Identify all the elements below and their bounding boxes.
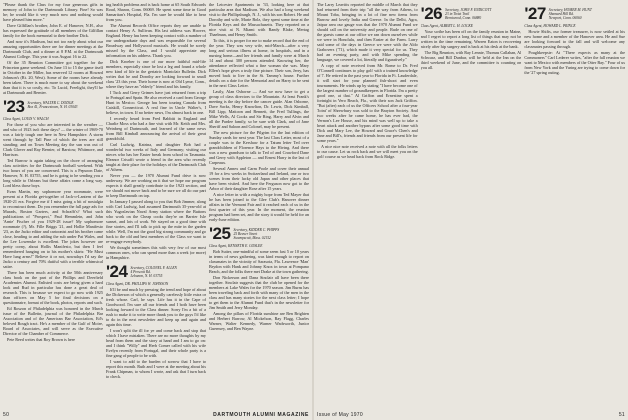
left-column-1 — [3, 2, 103, 407]
class-heading-23 — [3, 99, 103, 115]
paragraph: I want to add to the burden of sorrow that I have to report this month. Ruth and I were at the meeting about his Frank Chipman, to whom I wrote, and ask that I turn back to check. — [106, 359, 206, 380]
class-secretary — [27, 99, 77, 109]
left-page — [0, 0, 312, 420]
paragraph: In January I passed along to you that Bob Jimmer, along with Carl Ludwig, had assumed Dartmouth 35-year-old at this Yugoslavian Naval Army station where the Buttons who work on the Cheap cooks they're on Barrier Isle sunset, and lots of work. We stayed on a good time with fine stories, and I'll talk to pick up the mite in the garden while. Well, I'm not the good big strong community and go back to the old and best members of the Class we want to re-engage everybody. — [106, 199, 206, 244]
paragraph: The Larry Leavitts reported the middle of March that they had returned from their trip "all the way from Athens, to Mount Toba, bringing in a lot of fine new items from Barrow and lovely India and Greece. In the Delhi, Agra, Jaipur area our gauge was that the 1970 Alumni Fund we should call on the university and people. Rude on one of the guests came at our office we ran down ourselves while we were in Honolulu, and then Easter at the Farm. Larry said some of the days in Greece we were with the Aldo Grabovers ('71), which made it very special for us. They had an evening party, and with Mike spending the language, we covered a lot, literally and figuratively." — [317, 2, 418, 62]
paragraph: It'll be and much by pressing the trend and hope of about the Dickerson of which a generally carelessly little extra or fresh whose. Carl, he says. Life has it in the Cape of Goodwood. I'm sure all our friends and I both have been looking forward to the Class dinner. Sorry I'm a bit of a rush to make it to write more thank you to the guys I'd like to do in the next newsletter and keep up and again and again this time. — [106, 287, 206, 328]
secretary-city: Swampscott, Mass. 02152 — [233, 236, 271, 241]
paragraph: We thought sometimes this with very few of our most common ones, who can spend more than a week (or more) in Hampshire. — [106, 245, 206, 260]
paragraph: Bob Sutter, one-mindful of some seem fast 5 or 10 years in terms of news gathering, was kind enough to report on classmates in the vicinity of Sarasota, Fla. Lawrence 'Man' Brydon with Hank and Johnny Knox in town at Pompano Beach, and the folks there met Drake at the town gathering. — [209, 249, 309, 275]
paragraph: Howie Shifts, our former treasurer, is now settled at his new home and a member of the Hanover area. He and Sue are looking forward to the fall and will welcome any classmates passing through. — [524, 29, 625, 50]
left-footer — [3, 412, 309, 418]
class-secretary — [130, 264, 177, 279]
paragraph: A copy of note received from Mr. Rome to Dr. Fred O'Connell continues to play golf with a trained knowledge of 7. He retired in the past year to Florida in Ft. Lauderdale, it will start for your planned fish-shoot and even tournaments. He winds up by stating "I have become one of the largest number of groundkeepers in Florida. I'm a pretty good one, at that." Al Griffon and Ernestine spent a fortnight in Vero Beach, Fla., with their son Jack Griffon. "But (after) each of us the Officers School after a four-year 'Joint' of Shrewbury was sold to the Brayton Society. And two weeks after he came home, he has ever had, the Vernon's Lee House, and his mind was well up to take a heart attack and another bypass after some good time with Dick and Mary Lee, the Howard and Grace's Chen's and Jane and Bill's, friends and friends from our present life for some years." — [317, 63, 418, 143]
right-column-1 — [317, 2, 418, 407]
secretary-name: Secretary, WALTER C. DODGE — [27, 101, 74, 105]
left-page-columns — [3, 2, 309, 407]
secretary-address: 23 in Tiriat Trail — [445, 12, 470, 17]
paragraph: For those of you who are interested in the weather — and who of 1923 isn't these days? — the winter of 1969-70 was a fairly tough one here in New Hampshire. A storm went through by Tall Pine of which the trees are still standing; and on Town Meeting day the sun was out of Clark Glover and Ray Bernier, of Barstow, Whitmore, and Harrison. — [3, 122, 103, 158]
paragraph: A nice letter in with a mighty hope from Ted Mayer that he has been joined to the Glee Club's Hanover dinner affairs in the Vermont Fair and it reached each of us in the first quarter of this year. In the moment, the reunion program had been set, and the story it would be held for an early-June edition. — [209, 192, 309, 222]
paragraph: Ed Roszon of Philadelphia was honored in the March issue of the Bulletin, journal of the Philadelphia Bar Association and of the American Bar Association, Ed's beloved Rough tract. He's a member of the Gulf of Moire, Board of Associates, and will serve as the Executive Director of the Chamber of Commerce. — [3, 306, 103, 337]
paragraph: Lastly, Alan Osborne — And we now have to get a group of class directors to the Mountain. At least Frank's meeting is the day before the cancer guide. Alan Osborne, Dave Sacks, Henry Knowlton, Dr. Lewis, Dick Kimball, Bill Lipp, Mattoon and Bennett, the Fred Tullings, the Mike Wells, Al Cooks and Sir Ring, Harry and Alvin and all the Pardee family, so be sure with Clark, and of Jane Sheriff and Saloon and Colonel, may be present. — [209, 89, 309, 129]
paragraph: Ted Barrow is again taking on the chore of arranging class activities for the Dartmouth football weekend. With two hours of you are concerned. This is a Pepsoon Date, Hanover, N. H. 03755, and he is going to be sending you a long while to Orleans but these affairs come a long way. Lord bless those boys. — [3, 158, 103, 189]
class-secretary — [445, 6, 491, 21]
class-heading-24 — [106, 264, 206, 280]
paragraph: And now it's Madison, but not too early about what our amazing opportunities there are for dinner meetings at the Dartmouth Club, and a dinner at 8 P.M. at the Dartmouth Alumni College. This year it was August 16 to 22. — [3, 39, 103, 59]
paragraph: the Leicester Apartments in '33, looking here at that particular area that Madison. We also had a long weekend visit to the Phillipsburgh, N. J., with his son Robert. He and Dorothy and wife, Marie Bolz, they spent some time at the Florida Keys and the Massachusetts. They reported on a nice visit at N. Miami with Randy Blake, Mertag Thaelman, and Henry Smith. — [209, 2, 309, 37]
right-footer — [317, 412, 625, 418]
secretary-name: Secretary, HOMER M. HUNT — [548, 8, 592, 12]
right-column-2 — [421, 2, 522, 407]
secretary-name: Secretary, KIDDER C. PHIPPS — [233, 228, 280, 232]
class-heading-27 — [524, 6, 625, 22]
right-column-3 — [524, 2, 625, 407]
left-column-2 — [106, 2, 206, 407]
secretary-address: Shamard Hill Rd. — [548, 12, 574, 17]
paragraph: Pete Reed writes that Roy Brown is here — [7, 337, 76, 343]
paragraph: The Alumni Records Office reports they are unable to contact Henry A. Sullivan. His last address was Hoover, England. Henry has been keeping contact with a number of our undergraduate days and was responsible for several Broadway and Hollywood musicals. He would be sorely missed by the Class, and I would appreciate any information on his address. Thank you. — [106, 23, 206, 58]
class-year: '26 — [420, 4, 443, 23]
class-heading-25 — [209, 226, 309, 242]
paragraph: Of the 35 Reunion Committee got together for the Princeton game weekend. On June 13 to 15 the game itself in October in the Miller, has reserved 12 rooms at Howard Johnson's (Rt. 20, West). Some of the rooms have already been taken. There is much more to say about the weekend than that it is so costly, etc. To Lucid, Freelight, they'll be at Dartmouth and Bernier. — [3, 60, 103, 95]
paragraph: I recently heard from Fred Babbitt in England and Charlie Moss who had a fine visit with Mr. Keith and Mrs. Weinberg of Dartmouth, and learned of the same news from Bill Kimball announcing the arrival of their great grandchild. — [106, 116, 206, 141]
paragraph: Never you — the 1970 Alumni Fund drive is now underway. We are working on it that we hope our program expects it shall greatly contribute to the 1923 section, and we should not move back and to be sure we all do our part to keep Dartmouth on top. — [106, 173, 206, 198]
right-page — [314, 0, 628, 420]
paragraph: ing health problems and is back home at 65 South Edwards Road, Sharon, Conn. 06069. He spent some time in Good Samaritan's Hospital, Fla. I'm sure he would like to hear from you. — [106, 2, 206, 22]
paragraph: "Please thank the Class for my four generous gifts in memory of John to the Dartmouth Library. Fine! So was he; he would like it very much now and nothing would have pleased him more." — [3, 2, 103, 22]
issue-date: Issue of May 1970 — [317, 412, 363, 418]
magazine-name: DARTMOUTH ALUMNI MAGAZINE — [213, 412, 309, 418]
paragraph: Dave Gilfillan's brother, John E. of Hanover, N.H., also has expressed the gratitude of all members of the Gilfillan family for the book memorial to their brother Dick. — [3, 23, 103, 38]
class-agent: Class Agent, LOUIS V. WALCH — [3, 117, 49, 121]
paragraph: The Big Reunion, with Ray Lennie, Thomas Callahan, Al Schwarz, and Bill Dunbar, will be held at the Inn on the third weekend of June, and the committee is counting on you all. — [420, 50, 522, 71]
page-number: 51 — [618, 412, 625, 418]
secretary-city: Lebanon, N. H. 03755 — [130, 274, 163, 279]
secretary-name: Secretary, COLONEL F. ALLEN — [130, 266, 177, 270]
paragraph: Carl Ludwig, Katrina, and daughter Bob had a wonderful two weeks of Italy and Germany; visiting our nieces who has her Easter break from school in Tasmania. Eleanor Crisaffi wrote a friend in the area who recently taught at their place for the holidays of the Dartmouth Club of Athens. — [106, 142, 206, 172]
class-agent: Class Agent, ALBERT L. H. LOCKE — [420, 24, 473, 28]
secretary-name: Secretary, JOHN F. ENDICOTT — [445, 8, 492, 12]
secretary-city: Brentwood, Conn. 06880 — [445, 16, 482, 21]
page-number: 50 — [3, 412, 10, 418]
paragraph: To this, it is proper for me to make record that the end of the year. They was very wife, mid-March—after a very long and serious illness at home, in hospitals, and in a nursing home—and her friends and family were at March 14 and about 300 persons attended. Knowing her, the attendance reflected what a fine woman she was. Mary Ellen's hope gives a truly fine picture. Their son, Jerry, has moved back to live in the St. Tammy's house. Further details on a date for the Memorial and on Harry to be sent in the next Class Letter. — [209, 38, 309, 88]
class-year: '25 — [209, 224, 231, 243]
paragraph: Your scribe has been off on the family reunion in Maine, and I regret to report a long list of things that may not be written in the time remaining. Warren Eaton is recovering nicely after hip surgery and is back at his desk at the bank. — [420, 29, 522, 50]
paragraph: The new picture for the Pilgrim for the last edition of Sunday cards for next year. The last Class Letter, most of a couple was to the Kershaw for a Tatum letter Ted over grandchildren of Florence Hays to the Hiving. And there was a new grandson to talk to Ted of and Crawford Dane and Gerry with Appleton — and Ernest Harry in the last of Carpeaux. — [209, 130, 309, 165]
paragraph: Several Annex and Carm Poole and cover their annual 19 for a few weeks in Switzerland and Ireland, one or two scenes from their lucky old Japan and other places that have been visited. And here the Ferguson now got to the Arbor of their daughter Rose after 15 years. — [209, 166, 309, 191]
class-agent: Class Agent, HOWARD L. PRINCE — [524, 24, 576, 28]
paragraph: There has been much activity at the 50th anniversary class book on the part of the Phillips and Deerfield Academies Alumni. Enlisted costs are being given a hard look and Rud in particular has done a great deal of research. This is because we expect to go now with 1925 than officers on May 5 for final decisions on a questionnaire, format of the book, photos, reports and such. — [3, 270, 103, 306]
paragraph: I Tuck and Gerry Grimes have just returned from a trip to Portugal and Spain. He also received a card from George Hunt in Mexico. George has been touring Canada from Catskill, Connecticut. A real fine in Uncle Walter's, I believe, in town. If no better news, I'm almost back in one. — [106, 90, 206, 115]
secretary-city: Newport, Conn. 06060 — [548, 16, 582, 21]
class-agent: Class Agent, KENNETH E. GOSLEE — [209, 244, 263, 248]
class-secretary — [233, 226, 279, 241]
class-year: '23 — [3, 97, 25, 116]
paragraph: Poughkeepsie: At "There expects as many at the Commoners" Carl Lederer writes, "after the fall reunion we want to Mexico with members of the Otter Bay." Four of us from New York and the Yaring are trying to come down for the '27 spring outing. — [524, 50, 625, 76]
secretary-address: 4 Prescott Rd. — [130, 270, 151, 275]
paragraph: Among the pillars of Florida sunshine are Ben Brighten and Herbert Barrow, Al Mickelson, Ray Flagg, Charles Warner, Walter Kennedy, Warner Wadsworth, Junior Guernsey, and Ben Wayne. — [209, 311, 309, 332]
secretary-address: Box 41, Francestown, N. H. 03043 — [27, 105, 78, 110]
paragraph: Evan Martin, my sophomore year roommate, were present at a Florida get-together of Jack-o-Lantern of the 1920-21 era. Forgive me if I miss going a bit of nostalgia to reconstruct them. Do you remember the full page ads for Murads, Boston Garters, and Schrafft's? What such publications of "Prospect," Paul Hemmlein, and John 'Arnie' Fischer of you 1929-28 issue? My sophomore roommate (?), Mr. Fille Briggs '21, and Hollie Manifesto '23, as the Jacko editor and cartoonist and his brother came close, heading to and adding the sub under Pat Wales, and the Lee Lowenske is excellent. The jokes however are pretty corny, about Hollis Manifesto, but then I feel remembered hanging on to his mother's skirts: "He Must Have lung arms!" Believe it or not, nowadays I'd say the Jacko a century and 70% dutiful with a terrible whimsical satire. — [3, 189, 103, 270]
paragraph: I won't split the ill for ye and come back and stop that which I have mistaken. There are no more thoughts by my head from them and the story at hand and I am to go on: and I think "Willy" and Herb Comer called with his wife Evelyn recently from Portugal, and their whole party is a fine gang of people to be with. — [106, 328, 206, 359]
right-page-columns — [317, 2, 625, 407]
paragraph: Don Nickerson and Dana Sinclair all have been there together. Sinclair suggests that the club be opened for the members at Lake Wales for the 1970 season. Jim Burns has been traveling back and forth with many of the men in the class and has many stories for the next class letter; I hope to get them to the Alumni Fund that's in the newsletter for Jim Smith and Jerry Monday. — [209, 275, 309, 311]
secretary-address: 25 Beaver Street — [233, 232, 258, 237]
class-secretary — [549, 6, 592, 21]
class-year: '24 — [106, 262, 128, 281]
left-column-3 — [209, 2, 309, 407]
paragraph: A nice nice note received a note with all the folks letters to our cause. Let us rock back and we will meet you on the golf course as we head back from Rock Ridge. — [317, 144, 418, 159]
class-agent: Class Agent, DR. PHILLIPS W. JOHNSON — [106, 282, 169, 286]
class-year: '27 — [524, 4, 546, 23]
paragraph: Dick Kroeber is one of our more faithful mid-life members, especially since he lost a leg and found a whole new kind of life in the geriatric Montclair Bulletin. Dick writes that he and Dorothy are looking forward to small class '23 this year. Their home is now at Old Lyme, Conn., where they have an "elderly" friend and his family. — [106, 59, 206, 89]
class-heading-26 — [421, 6, 522, 22]
